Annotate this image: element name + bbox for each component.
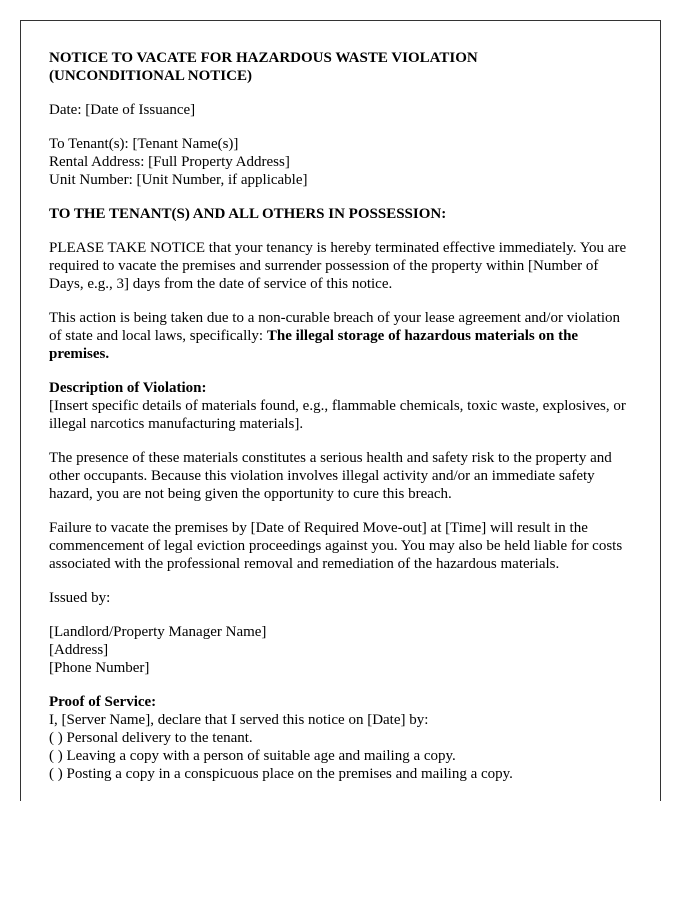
notice-paragraph: PLEASE TAKE NOTICE that your tenancy is hereby terminated effective immediately. You are required to vacate the premises and surrender possession of the property within [Number of Days, e.g., 3] days from the date of service of this notice.: [49, 240, 627, 292]
addressee-heading: TO THE TENANT(S) AND ALL OTHERS IN POSSESSION:: [49, 206, 447, 222]
proof-option: ( ) Leaving a copy with a person of suitable age and mailing a copy.: [49, 748, 456, 764]
tenant-info: [49, 135, 632, 189]
proof-heading: Proof of Service:: [49, 694, 157, 710]
title-line-2: (UNCONDITIONAL NOTICE): [49, 68, 252, 84]
proof-of-service: [49, 693, 632, 783]
issuer-block: [49, 623, 632, 677]
reason-paragraph: [49, 309, 632, 363]
proof-option: ( ) Posting a copy in a conspicuous place on the premises and mailing a copy.: [49, 766, 513, 782]
reason-text: This action is being taken due to a non-curable breach of your lease agreement and/or violation of state and local laws, specifically:: [49, 310, 621, 344]
proof-declaration: I, [Server Name], declare that I served this notice on [Date] by:: [49, 712, 429, 728]
issued-by-label: Issued by:: [49, 590, 111, 606]
proof-option: ( ) Personal delivery to the tenant.: [49, 730, 253, 746]
violation-section: [49, 379, 632, 433]
unit-number: Unit Number: [Unit Number, if applicable]: [49, 172, 308, 188]
issue-date: Date: [Date of Issuance]: [49, 102, 196, 118]
notice-document: [20, 20, 661, 801]
risk-paragraph: The presence of these materials constitutes a serious health and safety risk to the property and other occupants. Because this violation involves illegal activity and/or an immediate safety hazard, you are not being given the opportunity to cure this breach.: [49, 450, 612, 502]
issuer-address: [Address]: [49, 642, 109, 658]
failure-paragraph: Failure to vacate the premises by [Date of Required Move-out] at [Time] will result in the commencement of legal eviction proceedings against you. You may also be held liable for costs associated with the professional removal and remediation of the hazardous materials.: [49, 520, 623, 572]
title-line-1: NOTICE TO VACATE FOR HAZARDOUS WASTE VIOLATION: [49, 50, 478, 66]
violation-heading: Description of Violation:: [49, 380, 207, 396]
violation-text: [Insert specific details of materials found, e.g., flammable chemicals, toxic waste, explosives, or illegal narcotics manufacturing materials].: [49, 398, 626, 432]
issuer-phone: [Phone Number]: [49, 660, 150, 676]
document-title: [49, 49, 632, 85]
rental-address: Rental Address: [Full Property Address]: [49, 154, 290, 170]
reason-bold-text: The illegal storage of hazardous materials on the premises.: [49, 328, 579, 362]
tenant-name: To Tenant(s): [Tenant Name(s)]: [49, 136, 239, 152]
issuer-name: [Landlord/Property Manager Name]: [49, 624, 267, 640]
